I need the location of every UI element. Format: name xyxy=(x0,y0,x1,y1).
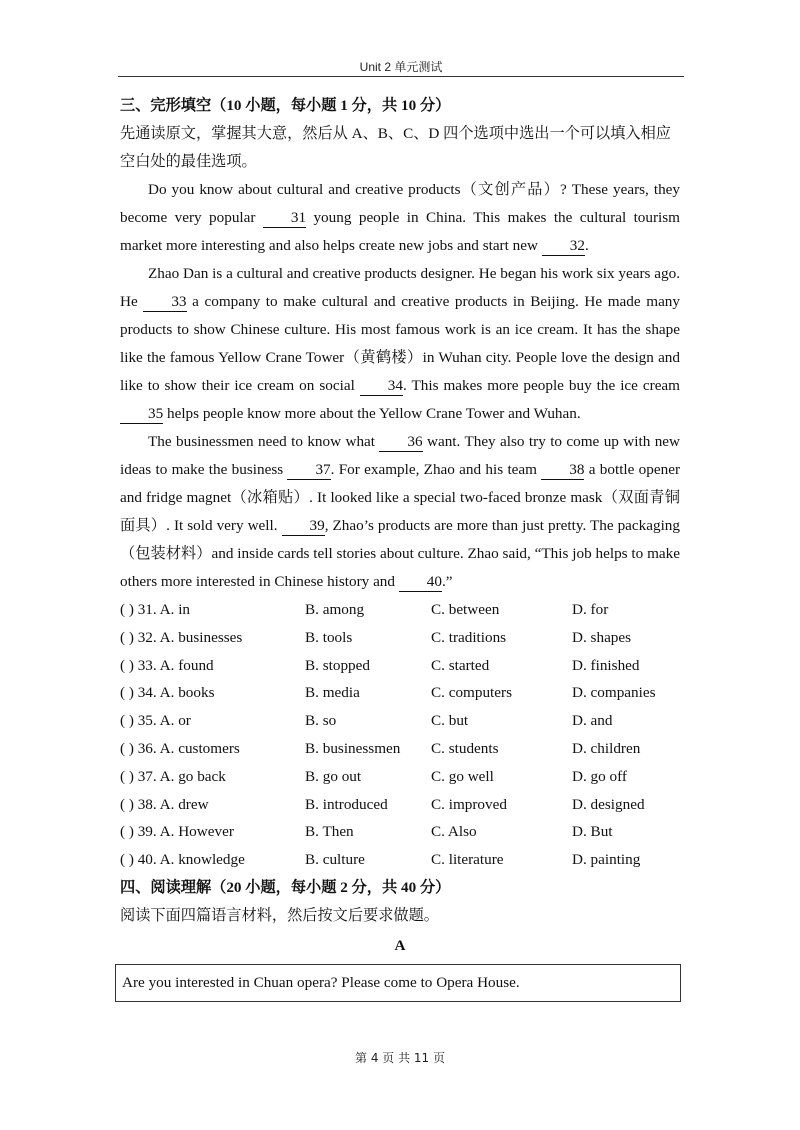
passage-a-box: Are you interested in Chuan opera? Please come to Opera House. xyxy=(115,964,681,1002)
cloze-paragraph-1 xyxy=(120,176,680,260)
page-footer: 第 4 页 共 11 页 xyxy=(355,1051,445,1065)
text: . For example, Zhao and his team xyxy=(330,461,542,478)
blank-32: 32 xyxy=(542,237,585,256)
reading-instruction: 阅读下面四篇语言材料，然后按文后要求做题。 xyxy=(120,906,439,924)
option-b: B. stopped xyxy=(305,656,370,674)
cloze-paragraph-3 xyxy=(120,428,680,596)
option-row-31 xyxy=(120,596,680,624)
option-row-40 xyxy=(120,846,680,874)
option-row-39 xyxy=(120,818,680,846)
passage-a-heading: A xyxy=(394,936,406,954)
option-c: C. between xyxy=(431,601,500,618)
text: want. They also try to come up with new ideas to make the business xyxy=(120,433,680,478)
option-c: C. traditions xyxy=(431,628,507,646)
option-row-34 xyxy=(120,679,680,707)
option-b: B. among xyxy=(305,601,365,618)
question-31: ( ) 31. A. in xyxy=(120,601,191,618)
question-33: ( ) 33. A. found xyxy=(120,656,214,674)
text: Zhao Dan is a cultural and creative products designer. He began his work six years ago. He xyxy=(120,265,680,310)
text: The businessmen need to know what xyxy=(148,433,380,450)
text: helps people know more about the Yellow Crane Tower and Wuhan. xyxy=(163,405,581,422)
question-37: ( ) 37. A. go back xyxy=(120,767,226,785)
option-d: D. children xyxy=(572,739,641,757)
text: .” xyxy=(441,573,453,590)
option-d: D. companies xyxy=(572,684,656,702)
question-35: ( ) 35. A. or xyxy=(120,712,191,730)
cloze-options xyxy=(120,596,680,874)
option-row-37 xyxy=(120,763,680,791)
option-b: B. introduced xyxy=(305,795,388,813)
cloze-paragraph-2 xyxy=(120,260,680,428)
option-d: D. painting xyxy=(572,851,641,869)
option-d: D. designed xyxy=(572,795,645,813)
option-c: C. improved xyxy=(431,795,507,813)
option-b: B. businessmen xyxy=(305,739,401,757)
blank-33: 33 xyxy=(143,293,186,312)
blank-36: 36 xyxy=(379,433,422,452)
text: a company to make cultural and creative products in Beijing. He made many products to show Chinese culture. His most famous work is an ice cream. It has the shape like the famous Yellow Crane Tower（黄鹤楼）in Wuhan city. People love the design and like to show their ice cream on social xyxy=(120,293,680,394)
document-body xyxy=(120,92,680,1002)
question-40: ( ) 40. A. knowledge xyxy=(120,851,245,869)
option-b: B. so xyxy=(305,712,337,730)
option-row-35 xyxy=(120,707,680,735)
text: , Zhao’s products are more than just pretty. The packaging（包装材料）and inside cards tell stories about culture. Zhao said, “This job helps to make others more interested in Chinese history and xyxy=(120,517,680,590)
option-c: C. Also xyxy=(431,823,477,841)
page-header: Unit 2 单元测试 xyxy=(359,60,443,74)
option-b: B. tools xyxy=(305,628,353,646)
option-row-33 xyxy=(120,652,680,680)
question-36: ( ) 36. A. customers xyxy=(120,739,240,757)
option-c: C. started xyxy=(431,656,490,674)
option-b: B. media xyxy=(305,684,360,702)
option-d: D. But xyxy=(572,823,613,841)
option-row-32 xyxy=(120,624,680,652)
blank-38: 38 xyxy=(541,461,584,480)
option-d: D. go off xyxy=(572,767,627,785)
option-d: D. for xyxy=(572,601,609,618)
question-39: ( ) 39. A. However xyxy=(120,823,234,841)
text: a bottle opener and fridge magnet（冰箱贴）. It looked like a special two-faced bronze mask（双面青铜面具）. It sold very well. xyxy=(120,461,681,534)
blank-34: 34 xyxy=(360,377,403,396)
option-b: B. go out xyxy=(305,767,362,785)
blank-39: 39 xyxy=(282,517,325,536)
cloze-section-title: 三、完形填空（10 小题，每小题 1 分，共 10 分） xyxy=(120,97,451,114)
blank-35: 35 xyxy=(120,405,163,424)
cloze-instruction: 先通读原文，掌握其大意，然后从 A、B、C、D 四个选项中选出一个可以填入相应空白处的最佳选项。 xyxy=(120,125,671,170)
option-c: C. literature xyxy=(431,851,504,869)
question-34: ( ) 34. A. books xyxy=(120,684,215,702)
text: Do you know about cultural and creative products（文创产品）? These years, they become very popular xyxy=(120,181,680,226)
header-divider xyxy=(118,76,684,77)
text: young people in China. This makes the cultural tourism market more interesting and also helps create new jobs and start new xyxy=(120,209,680,254)
text: . xyxy=(584,237,589,254)
option-d: D. and xyxy=(572,712,613,730)
option-c: C. computers xyxy=(431,684,512,702)
question-32: ( ) 32. A. businesses xyxy=(120,628,243,646)
blank-31: 31 xyxy=(263,209,306,228)
option-c: C. go well xyxy=(431,767,494,785)
option-d: D. finished xyxy=(572,656,640,674)
option-row-36 xyxy=(120,735,680,763)
blank-40: 40 xyxy=(399,573,442,592)
option-row-38 xyxy=(120,791,680,819)
option-b: B. Then xyxy=(305,823,354,841)
text: . This makes more people buy the ice cream xyxy=(402,377,680,394)
option-b: B. culture xyxy=(305,851,365,869)
blank-37: 37 xyxy=(287,461,330,480)
option-d: D. shapes xyxy=(572,628,632,646)
question-38: ( ) 38. A. drew xyxy=(120,795,209,813)
reading-section-title: 四、阅读理解（20 小题，每小题 2 分，共 40 分） xyxy=(120,878,451,896)
option-c: C. students xyxy=(431,739,499,757)
option-c: C. but xyxy=(431,712,469,730)
